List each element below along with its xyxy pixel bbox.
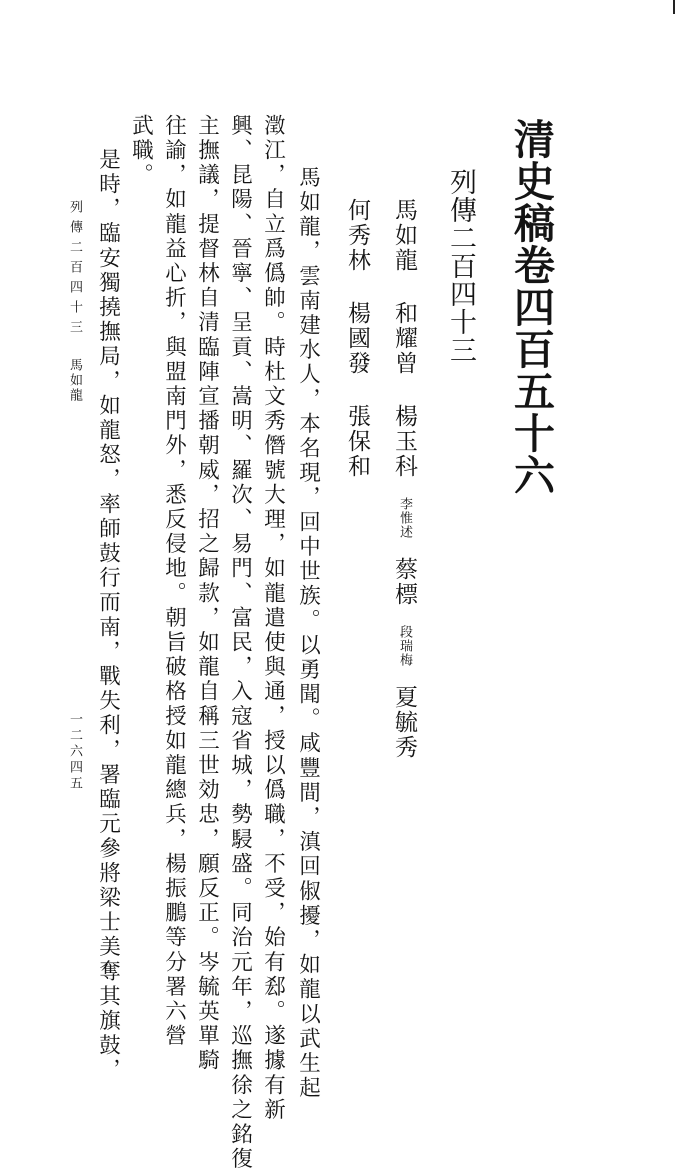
appended-name-note-a: 李惟述	[397, 497, 412, 539]
names-group-c: 夏毓秀	[391, 685, 417, 760]
body-text-column: 馬如龍，雲南建水人，本名現，回中世族。以勇聞。咸豐間，滇回俶擾，如龍以武生起	[295, 166, 321, 1101]
body-text-column: 興、昆陽、晉寧、呈貢、嵩明、羅次、易門、富民，入寇省城，勢駸盛。同治元年，巡撫徐之銘復	[227, 114, 253, 1172]
names-group-b: 蔡標	[391, 557, 417, 607]
body-text-column: 是時，臨安獨撓撫局，如龍怒，率師鼓行而南，戰失利，署臨元參將梁士美奪其旗鼓，	[95, 148, 121, 1083]
appended-name-note-b: 段瑞梅	[397, 625, 412, 667]
running-head-name: 馬如龍	[67, 358, 82, 403]
volume-title: 清史稿卷四百五十六	[507, 118, 555, 496]
body-text-column: 主撫議，提督林自清臨陣宣播朝威，招之歸款，如龍自稱三世効忠，願反正。岑毓英單騎	[194, 114, 220, 1074]
edge-mark	[673, 0, 675, 14]
biography-names-line-1	[392, 198, 415, 760]
body-text-column: 往諭，如龍益心折，與盟南門外，悉反侵地。朝旨破格授如龍總兵，楊振鵬等分署六營	[161, 114, 187, 1049]
body-text-column: 澂江，自立爲僞帥。時杜文秀僭號大理，如龍遣使與通，授以僞職，不受，始有郄。遂據有新	[260, 114, 286, 1123]
page-number: 一二六四五	[67, 712, 82, 792]
names-group-a: 馬如龍 和耀曾 楊玉科	[391, 198, 417, 479]
chapter-subtitle: 列傳二百四十三	[445, 168, 476, 364]
biography-names-line-2: 何秀林 楊國發 張保和	[344, 198, 370, 479]
body-text-column: 武職。	[128, 114, 154, 188]
running-head-chapter: 列傳二百四十三	[67, 200, 82, 340]
